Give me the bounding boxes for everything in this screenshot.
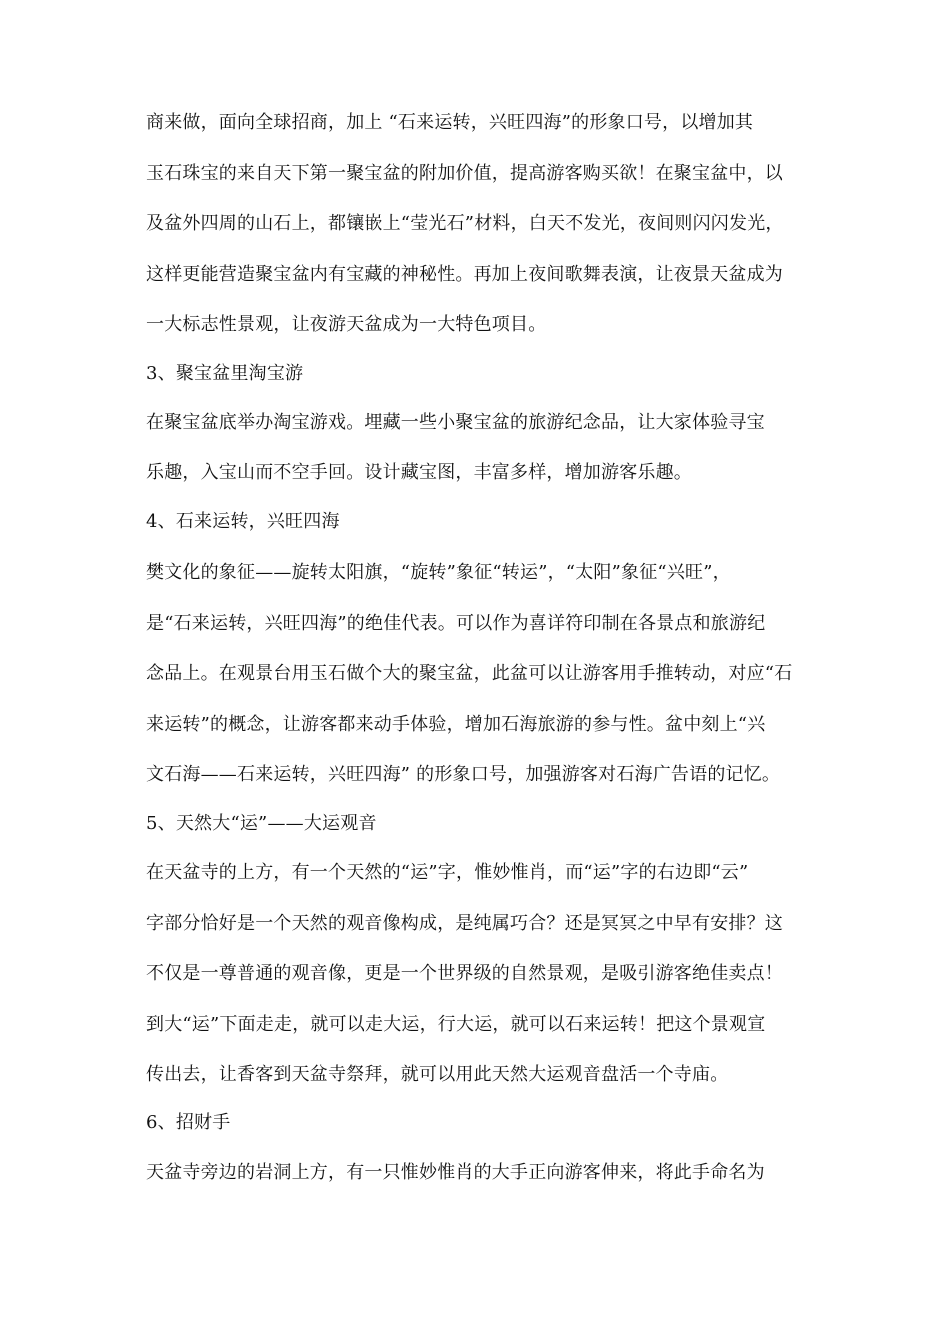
- text-line: 在天盆寺的上方，有一个天然的“运”字，惟妙惟肖，而“运”字的右边即“云”: [146, 862, 749, 883]
- text-line: 一大标志性景观，让夜游天盆成为一大特色项目。: [146, 314, 547, 335]
- section-heading: 3、聚宝盆里淘宝游: [146, 363, 304, 384]
- section-heading: 5、天然大“运”——大运观音: [146, 813, 377, 834]
- text-line: 在聚宝盆底举办淘宝游戏。埋藏一些小聚宝盆的旅游纪念品，让大家体验寻宝: [146, 412, 765, 433]
- text-line: 商来做，面向全球招商，加上 “石来运转，兴旺四海”的形象口号，以增加其: [146, 112, 754, 133]
- text-line: 到大“运”下面走走，就可以走大运，行大运，就可以石来运转！把这个景观宣: [146, 1014, 766, 1035]
- text-line: 樊文化的象征——旋转太阳旗，“旋转”象征“转运”，“太阳”象征“兴旺”，: [146, 562, 731, 583]
- text-line: 玉石珠宝的来自天下第一聚宝盆的附加价值，提高游客购买欲！在聚宝盆中，以: [146, 163, 783, 184]
- text-line: 不仅是一尊普通的观音像，更是一个世界级的自然景观，是吸引游客绝佳卖点！: [146, 963, 783, 984]
- section-heading: 4、石来运转，兴旺四海: [146, 511, 340, 532]
- text-line: 天盆寺旁边的岩洞上方，有一只惟妙惟肖的大手正向游客伸来，将此手命名为: [146, 1162, 765, 1183]
- text-line: 是“石来运转，兴旺四海”的绝佳代表。可以作为喜详符印制在各景点和旅游纪: [146, 613, 766, 634]
- text-line: 这样更能营造聚宝盆内有宝藏的神秘性。再加上夜间歌舞表演，让夜景天盆成为: [146, 264, 783, 285]
- section-heading: 6、招财手: [146, 1112, 231, 1133]
- text-line: 及盆外四周的山石上，都镶嵌上“莹光石”材料，白天不发光，夜间则闪闪发光，: [146, 213, 784, 234]
- text-line: 字部分恰好是一个天然的观音像构成，是纯属巧合？还是冥冥之中早有安排？这: [146, 913, 783, 934]
- text-line: 乐趣，入宝山而不空手回。设计藏宝图，丰富多样，增加游客乐趣。: [146, 462, 692, 483]
- text-line: 念品上。在观景台用玉石做个大的聚宝盆，此盆可以让游客用手推转动，对应“石: [146, 663, 793, 684]
- text-line: 来运转”的概念，让游客都来动手体验，增加石海旅游的参与性。盆中刻上“兴: [146, 714, 766, 735]
- text-line: 文石海——石来运转，兴旺四海” 的形象口号，加强游客对石海广告语的记忆。: [146, 764, 781, 785]
- text-line: 传出去，让香客到天盆寺祭拜，就可以用此天然大运观音盘活一个寺庙。: [146, 1064, 729, 1085]
